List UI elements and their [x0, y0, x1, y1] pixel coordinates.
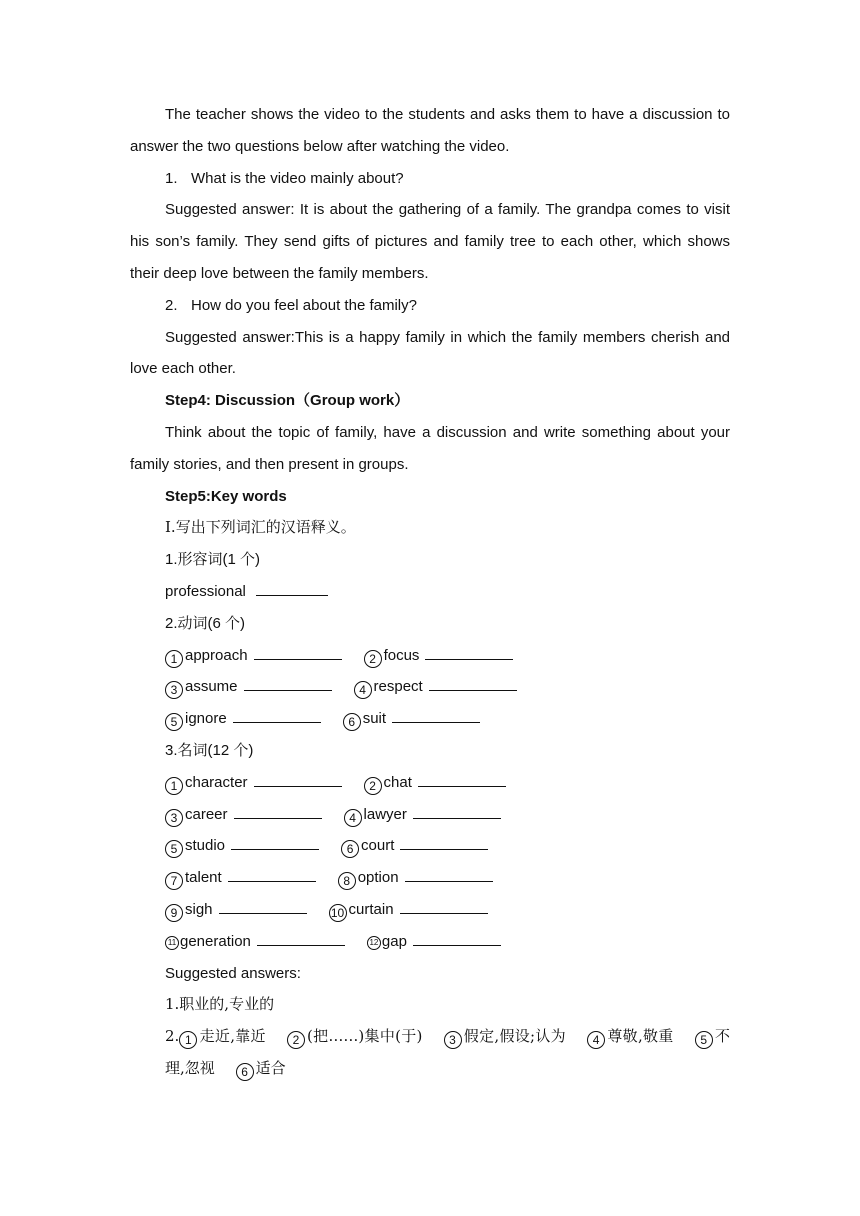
circled-number: 3 — [444, 1031, 462, 1049]
circled-number: 2 — [364, 777, 382, 795]
vocab-row — [130, 830, 730, 862]
vocab-item — [165, 640, 342, 672]
vocab-item — [165, 703, 321, 735]
answer-blank[interactable] — [425, 645, 513, 660]
vocab-item — [165, 894, 307, 926]
circled-number: 6 — [341, 840, 359, 858]
circled-number: 10 — [329, 904, 347, 922]
vocab-item — [344, 799, 501, 831]
vocab-item — [364, 767, 506, 799]
vocab-item — [165, 926, 345, 958]
verb-heading-text: 2.动词(6 个) — [165, 614, 246, 632]
question-number: 1. — [165, 169, 178, 187]
circled-number: 3 — [165, 809, 183, 827]
answer-blank[interactable] — [405, 867, 493, 882]
answer-prefix: 2. — [165, 1027, 180, 1046]
answer-verb-text: 适合 — [255, 1058, 286, 1077]
intro-paragraph: The teacher shows the video to the students and asks them to have a discussion to answer the two questions below after watching the video. — [130, 106, 730, 155]
step4-heading: Step4: Discussion（Group work） — [165, 392, 410, 410]
circled-number: 6 — [236, 1063, 254, 1081]
question-text: How do you feel about the family? — [191, 296, 417, 314]
vocab-item — [367, 926, 501, 958]
answers-heading: Suggested answers: — [165, 964, 301, 982]
circled-number: 1 — [179, 1031, 197, 1049]
vocab-word: generation — [180, 932, 251, 950]
noun-list — [130, 767, 730, 958]
vocab-item — [364, 640, 514, 672]
vocab-word: respect — [373, 678, 423, 696]
vocab-word: curtain — [348, 900, 394, 918]
vocab-row — [130, 671, 730, 703]
circled-number: 4 — [587, 1031, 605, 1049]
vocab-row — [130, 799, 730, 831]
answer-2: Suggested answer:This is a happy family in which the family members cherish and love each other. — [130, 328, 730, 378]
answer-blank[interactable] — [231, 835, 319, 850]
question-number: 2. — [165, 296, 178, 314]
vocab-item — [329, 894, 488, 926]
answer-blank[interactable] — [400, 835, 488, 850]
circled-number: 5 — [165, 713, 183, 731]
answer-blank[interactable] — [254, 772, 342, 787]
answer-blank[interactable] — [400, 899, 488, 914]
vocab-word: ignore — [185, 710, 227, 728]
circled-number: 12 — [367, 936, 381, 950]
step5-heading: Step5:Key words — [165, 487, 287, 505]
answer-verb-item — [287, 1027, 423, 1048]
vocab-word: court — [361, 837, 395, 855]
answer-blank[interactable] — [228, 867, 316, 882]
step5-instruction: Ⅰ.写出下列词汇的汉语释义。 — [165, 518, 356, 537]
vocab-word: professional — [165, 582, 246, 600]
vocab-word: career — [185, 805, 228, 823]
vocab-row — [130, 862, 730, 894]
step4-text: Think about the topic of family, have a discussion and write something about your family stories, and then present in groups. — [130, 423, 730, 473]
vocab-row — [130, 894, 730, 926]
question-text: What is the video mainly about? — [191, 169, 404, 187]
answer-1: Suggested answer: It is about the gathering of a family. The grandpa comes to visit his son’s family. They send gifts of pictures and family tree to each other, which shows their deep love between the family members. — [130, 201, 730, 282]
answer-blank[interactable] — [233, 708, 321, 723]
answer-blank[interactable] — [244, 676, 332, 691]
vocab-item — [343, 703, 480, 735]
circled-number: 1 — [165, 777, 183, 795]
vocab-item — [165, 830, 319, 862]
circled-number: 5 — [695, 1031, 713, 1049]
circled-number: 7 — [165, 872, 183, 890]
vocab-item — [165, 671, 332, 703]
vocab-word: option — [357, 869, 399, 887]
circled-number: 5 — [165, 840, 183, 858]
answer-blank[interactable] — [219, 899, 307, 914]
answer-adjective: 1.职业的,专业的 — [165, 995, 275, 1014]
adjective-heading-text: 1.形容词(1 个) — [165, 551, 261, 569]
vocab-word: focus — [383, 646, 420, 664]
vocab-item — [354, 671, 517, 703]
vocab-item — [341, 830, 488, 862]
circled-number: 9 — [165, 904, 183, 922]
noun-heading-text: 3.名词(12 个) — [165, 741, 254, 759]
circled-number: 6 — [343, 713, 361, 731]
vocab-row — [130, 767, 730, 799]
answer-verb-text: 尊敬,敬重 — [607, 1027, 674, 1046]
vocab-item — [165, 767, 342, 799]
circled-number: 2 — [287, 1031, 305, 1049]
vocab-word: sigh — [185, 900, 213, 918]
vocab-word: talent — [185, 869, 222, 887]
circled-number: 1 — [165, 650, 183, 668]
adjective-row — [130, 576, 730, 608]
vocab-item — [165, 862, 316, 894]
circled-number: 2 — [364, 650, 382, 668]
answer-blank[interactable] — [413, 804, 501, 819]
question-2 — [130, 290, 730, 322]
vocab-item — [338, 862, 493, 894]
vocab-row — [130, 703, 730, 735]
document-page — [130, 99, 730, 1085]
vocab-word: suit — [362, 710, 387, 728]
circled-number: 8 — [338, 872, 356, 890]
answer-verb-text: 假定,假设;认为 — [463, 1027, 566, 1046]
answer-blank[interactable] — [234, 804, 322, 819]
answer-blank[interactable] — [413, 931, 501, 946]
vocab-word: character — [185, 773, 248, 791]
answer-verb-text: 走近,靠近 — [199, 1027, 266, 1046]
answer-blank[interactable] — [254, 645, 342, 660]
adjective-heading — [130, 544, 730, 576]
vocab-row — [130, 926, 730, 958]
answer-verb-item — [236, 1059, 286, 1077]
circled-number: 4 — [354, 681, 372, 699]
verb-heading — [130, 608, 730, 640]
vocab-word: approach — [185, 646, 248, 664]
circled-number: 4 — [344, 809, 362, 827]
answer-blank[interactable] — [392, 708, 480, 723]
vocab-word: gap — [381, 932, 407, 950]
vocab-word: assume — [185, 678, 238, 696]
answer-verb-item — [444, 1027, 566, 1048]
vocab-word: lawyer — [363, 805, 407, 823]
answer-verb-item — [179, 1027, 266, 1048]
answer-verb-item — [587, 1027, 674, 1048]
question-1 — [130, 163, 730, 195]
answer-blank[interactable] — [418, 772, 506, 787]
circled-number: 3 — [165, 681, 183, 699]
answer-blank[interactable] — [257, 931, 345, 946]
answer-blank[interactable] — [256, 581, 328, 596]
answer-blank[interactable] — [429, 676, 517, 691]
vocab-row — [130, 640, 730, 672]
answer-verb-text: (把……)集中(于) — [306, 1027, 423, 1046]
answer-verbs — [130, 1021, 730, 1085]
vocab-word: studio — [185, 837, 226, 855]
answer-verb-text: 不理,忽视 — [165, 1027, 730, 1077]
verb-list — [130, 640, 730, 735]
vocab-item — [165, 799, 322, 831]
noun-heading — [130, 735, 730, 767]
vocab-word: chat — [383, 773, 412, 791]
circled-number: 11 — [165, 936, 179, 950]
